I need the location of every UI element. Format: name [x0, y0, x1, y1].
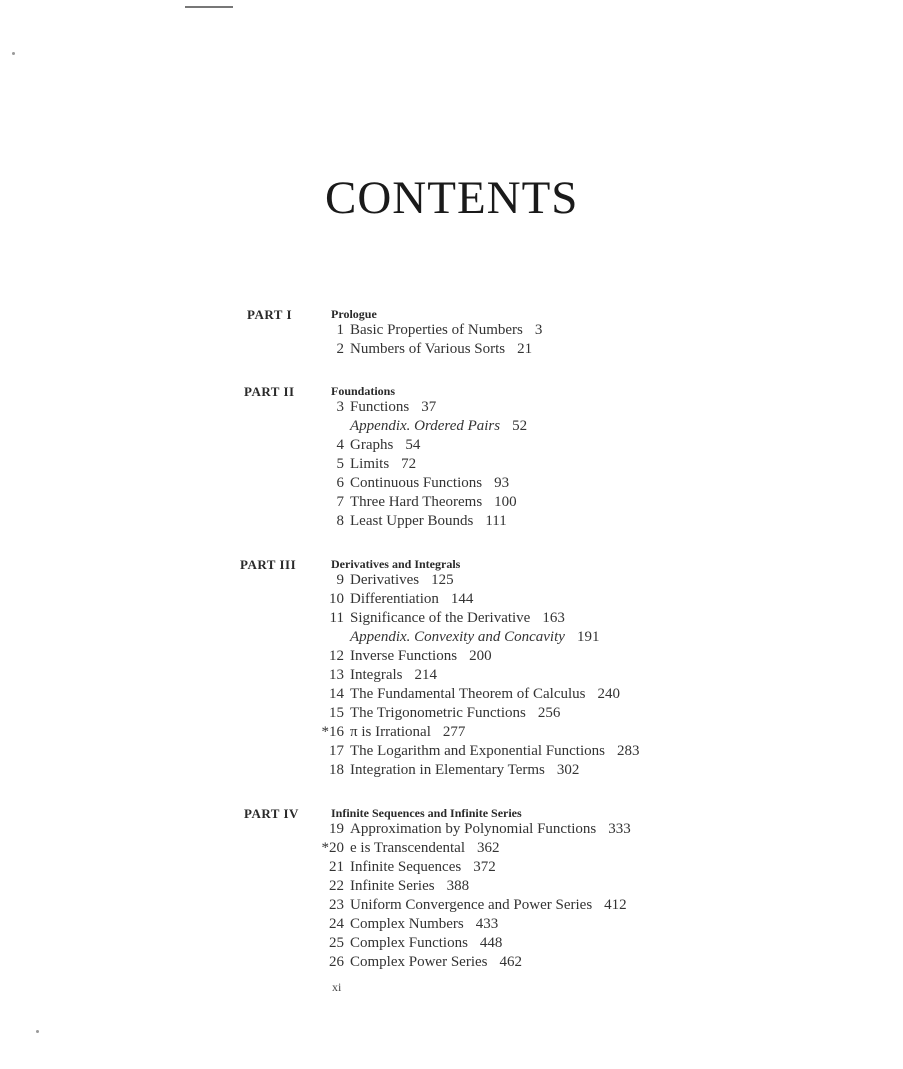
chapter-title-text: Inverse Functions [350, 648, 458, 664]
page-number: 302 [556, 762, 580, 778]
chapter-title [350, 839, 499, 858]
chapter-number: 3 [336, 399, 344, 415]
page-number: 333 [608, 821, 631, 837]
chapter-number: 9 [336, 572, 344, 588]
chapter-title-text: The Trigonometric Functions [350, 705, 526, 721]
chapter-title [350, 953, 522, 972]
page-number: 100 [494, 494, 517, 510]
page-number: 388 [446, 878, 470, 894]
page-number: 240 [597, 686, 620, 702]
chapter-title-text: Functions [350, 399, 410, 415]
chapter-number: 13 [329, 667, 344, 683]
chapter-title-text: Basic Properties of Numbers [350, 322, 523, 338]
page-title: CONTENTS [325, 172, 579, 224]
chapter-number: 22 [329, 878, 344, 894]
part-label: PART I [247, 307, 293, 322]
chapter-title-text: Approximation by Polynomial Functions [350, 821, 597, 837]
part-heading: Foundations [331, 384, 396, 398]
chapter-number: 17 [329, 743, 344, 759]
chapter-title-text: Three Hard Theorems [350, 494, 483, 510]
scan-artifact [185, 6, 233, 8]
chapter-title-text: Integrals [350, 667, 403, 683]
part-label: PART III [240, 557, 297, 572]
chapter-title-text: Appendix. Convexity and Concavity [350, 629, 565, 645]
chapter-title [350, 934, 502, 953]
chapter-title [350, 474, 509, 493]
chapter-title-text: e is Transcendental [350, 840, 465, 856]
part-heading: Prologue [331, 307, 377, 321]
chapter-title [350, 436, 420, 455]
chapter-number: 14 [329, 686, 344, 702]
part-label: PART II [244, 384, 295, 399]
chapter-number: *16 [321, 724, 344, 740]
chapter-number: 10 [329, 591, 344, 607]
chapter-number: 5 [336, 456, 344, 472]
chapter-number: 23 [329, 897, 344, 913]
chapter-title [350, 666, 437, 685]
chapter-number: 26 [329, 954, 344, 970]
chapter-title [350, 820, 631, 839]
page-number: 54 [405, 437, 421, 453]
chapter-title [350, 723, 465, 742]
part-label: PART IV [244, 806, 299, 821]
chapter-title-text: Continuous Functions [350, 475, 483, 491]
chapter-title-text: Differentiation [350, 591, 439, 607]
chapter-title [350, 685, 620, 704]
page-number: 277 [442, 724, 466, 740]
chapter-number: 8 [336, 513, 344, 529]
part-heading: Infinite Sequences and Infinite Series [331, 806, 522, 820]
chapter-title [350, 628, 599, 647]
page-number: 362 [476, 840, 500, 856]
page-folio: xi [332, 980, 342, 994]
chapter-title-text: π is Irrational [350, 724, 431, 740]
chapter-title [350, 398, 436, 417]
chapter-number: 12 [329, 648, 344, 664]
chapter-title [350, 340, 532, 359]
chapter-title-text: Uniform Convergence and Power Series [350, 897, 593, 913]
chapter-title-text: Significance of the Derivative [350, 610, 531, 626]
chapter-title [350, 417, 527, 436]
chapter-title-text: Complex Power Series [350, 954, 488, 970]
chapter-number: 24 [329, 916, 344, 932]
chapter-title-text: Limits [350, 456, 390, 472]
chapter-title [350, 455, 416, 474]
chapter-title [350, 571, 454, 590]
chapter-title [350, 742, 639, 761]
chapter-title [350, 609, 565, 628]
page-number: 372 [473, 859, 496, 875]
chapter-title-text: Complex Functions [350, 935, 468, 951]
chapter-title-text: Complex Numbers [350, 916, 464, 932]
page-number: 93 [494, 475, 510, 491]
chapter-title [350, 877, 469, 896]
chapter-title [350, 493, 517, 512]
page-number: 433 [475, 916, 499, 932]
scan-artifact [12, 52, 15, 55]
chapter-title-text: The Logarithm and Exponential Functions [350, 743, 605, 759]
chapter-title-text: Numbers of Various Sorts [350, 341, 506, 357]
chapter-number: 6 [336, 475, 344, 491]
chapter-title-text: Integration in Elementary Terms [350, 762, 545, 778]
chapter-title [350, 647, 492, 666]
chapter-number: 21 [329, 859, 344, 875]
page-number: 125 [431, 572, 454, 588]
chapter-number: 15 [329, 705, 344, 721]
page-number: 448 [479, 935, 503, 951]
page-number: 37 [421, 399, 437, 415]
chapter-number: 11 [329, 610, 344, 626]
page-number: 144 [450, 591, 474, 607]
part-heading: Derivatives and Integrals [331, 557, 461, 571]
chapter-title [350, 590, 473, 609]
page-number: 52 [512, 418, 528, 434]
page-number: 3 [534, 322, 543, 338]
chapter-title [350, 858, 496, 877]
chapter-number: 1 [336, 322, 344, 338]
chapter-title-text: Least Upper Bounds [350, 513, 474, 529]
chapter-number: *20 [321, 840, 344, 856]
page-number: 111 [485, 513, 507, 529]
chapter-title [350, 896, 627, 915]
page-number: 412 [604, 897, 627, 913]
page-number: 72 [401, 456, 417, 472]
chapter-title-text: Appendix. Ordered Pairs [350, 418, 501, 434]
page-number: 256 [537, 705, 561, 721]
chapter-title-text: Infinite Sequences [350, 859, 462, 875]
chapter-number: 7 [336, 494, 344, 510]
scan-artifact [36, 1030, 39, 1033]
chapter-number: 2 [336, 341, 344, 357]
chapter-title [350, 512, 507, 531]
chapter-title [350, 321, 542, 340]
chapter-title-text: The Fundamental Theorem of Calculus [350, 686, 586, 702]
page-number: 462 [499, 954, 522, 970]
chapter-number: 19 [329, 821, 344, 837]
chapter-number: 4 [336, 437, 344, 453]
chapter-title [350, 915, 498, 934]
chapter-number: 25 [329, 935, 344, 951]
page-number: 200 [469, 648, 492, 664]
chapter-title-text: Derivatives [350, 572, 420, 588]
page-number: 283 [616, 743, 640, 759]
chapter-title [350, 761, 579, 780]
page-number: 214 [414, 667, 437, 683]
chapter-title-text: Infinite Series [350, 878, 435, 894]
chapter-title [350, 704, 560, 723]
page-number: 163 [542, 610, 565, 626]
chapter-title-text: Graphs [350, 437, 394, 453]
page-number: 21 [517, 341, 533, 357]
chapter-number: 18 [329, 762, 344, 778]
page-number: 191 [576, 629, 600, 645]
